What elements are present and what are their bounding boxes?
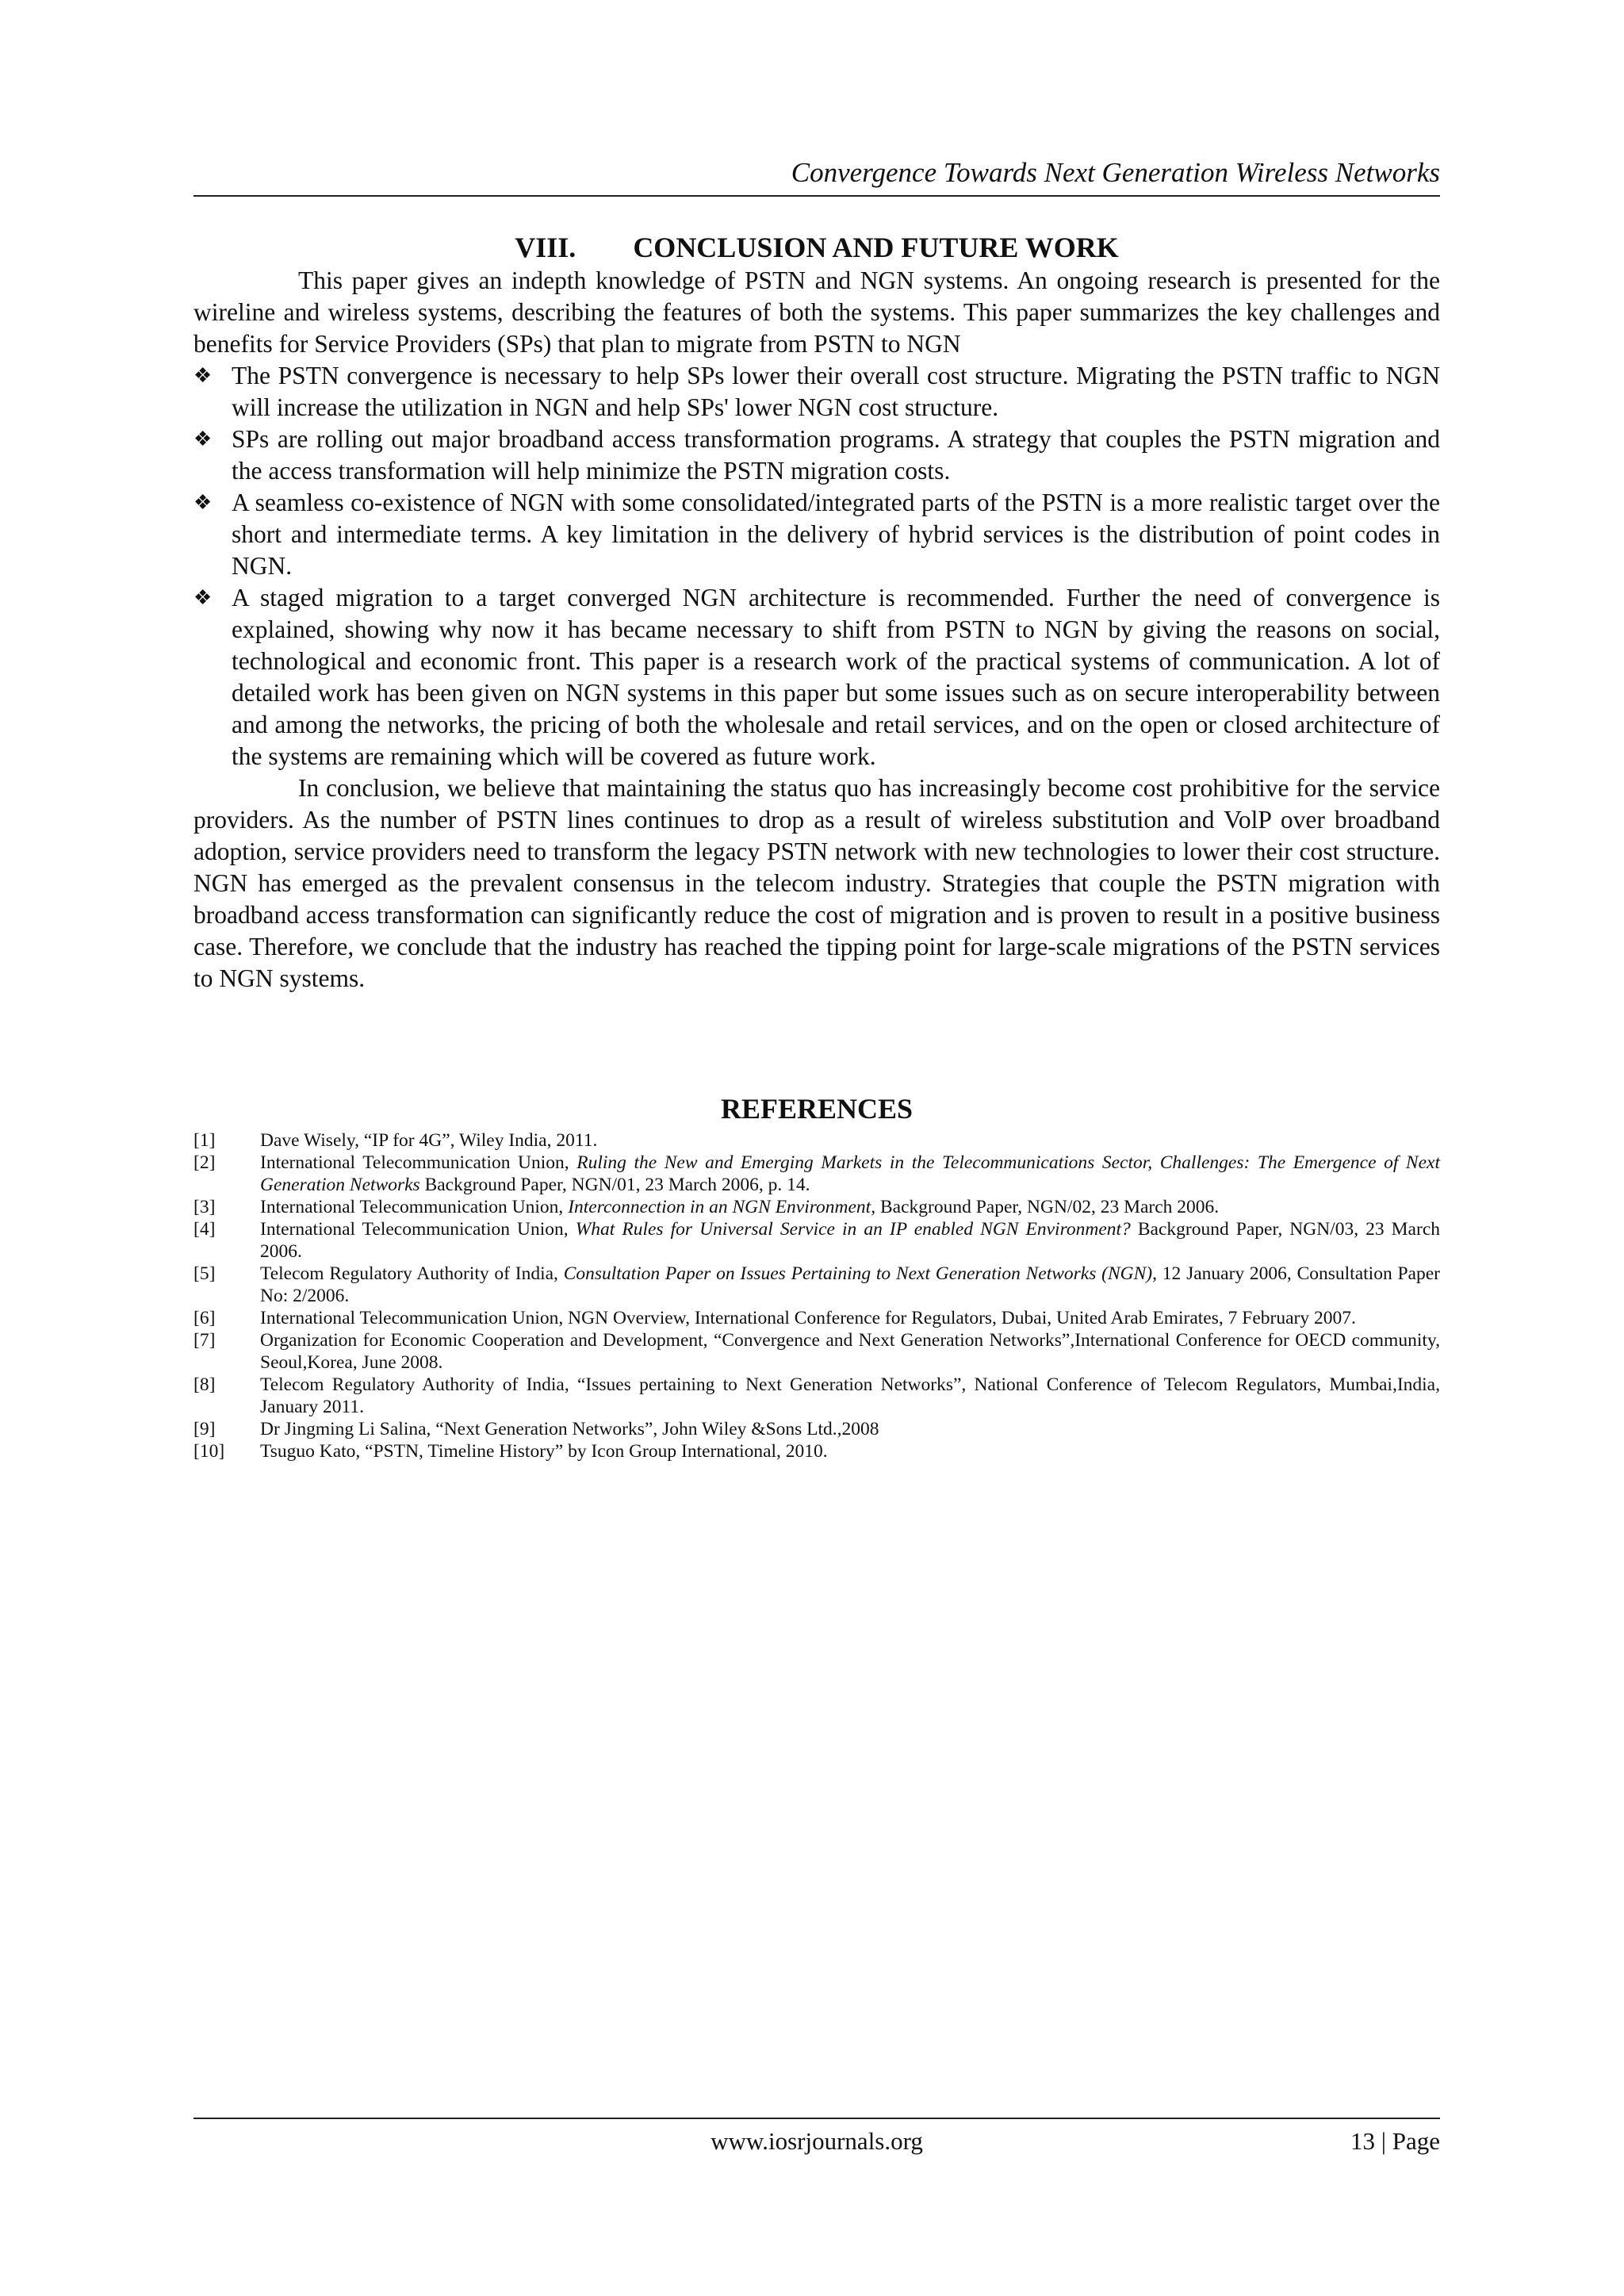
reference-number: [10] [193,1441,225,1462]
reference-item [193,1418,1440,1440]
intro-paragraph: This paper gives an indepth knowledge of PSTN and NGN systems. An ongoing research is presented for the wireline and wireless systems, describing the features of both the systems. This paper summarizes the key challenges and benefits for Service Providers (SPs) that plan to migrate from PSTN to NGN [193,266,1440,358]
conclusion-paragraph: In conclusion, we believe that maintaining the status quo has increasingly become cost prohibitive for the service providers. As the number of PSTN lines continues to drop as a result of wireless substitution and VolP over broadband adoption, service providers need to transform the legacy PSTN network with new technologies to lower their cost structure. NGN has emerged as the prevalent consensus in the telecom industry. Strategies that couple the PSTN migration with broadband access transformation can significantly reduce the cost of migration and is proven to result in a positive business case. Therefore, we conclude that the industry has reached the tipping point for large-scale migrations of the PSTN services to NGN systems. [193,774,1440,992]
diamond-bullet-icon: ❖ [193,491,213,514]
diamond-bullet-icon: ❖ [193,586,213,609]
reference-item [193,1152,1440,1196]
reference-text: Tsuguo Kato, “PSTN, Timeline History” by Icon Group International, 2010. [260,1441,828,1462]
running-header: Convergence Towards Next Generation Wireless Networks [791,157,1440,188]
reference-text: Telecom Regulatory Authority of India, [260,1263,564,1284]
reference-number: [7] [193,1330,216,1351]
diamond-bullet-icon: ❖ [193,427,213,450]
reference-item [193,1218,1440,1263]
reference-item [193,1440,1440,1462]
reference-details: Background Paper, NGN/02, 23 March 2006. [875,1197,1220,1217]
bullet-text: The PSTN convergence is necessary to help SPs lower their overall cost structure. Migrating the PSTN traffic to NGN will increase the utilization in NGN and help SPs' lower NGN cost structure. [232,362,1440,421]
reference-title: Interconnection in an NGN Environment, [568,1197,876,1217]
bullet-item [193,360,1440,424]
reference-text: International Telecommunication Union, [260,1197,569,1217]
diamond-bullet-icon: ❖ [193,364,213,387]
reference-item [193,1129,1440,1152]
reference-text: International Telecommunication Union, [260,1152,577,1173]
footer-url: www.iosrjournals.org [710,2127,923,2155]
section-body [193,265,1440,995]
reference-title: Ruling the New and Emerging Markets in the Telecommunications Sector, Challenges: The Emergence of Next Generation Networks [260,1152,1440,1195]
reference-item [193,1196,1440,1218]
section-number: VIII. [515,232,576,263]
reference-text: International Telecommunication Union, [260,1219,576,1240]
reference-text: Telecom Regulatory Authority of India, “Issues pertaining to Next Generation Networks”, National Conference of Telecom Regulators, Mumbai,India, January 2011. [260,1374,1440,1417]
reference-item [193,1329,1440,1374]
reference-item [193,1374,1440,1418]
bullet-item [193,487,1440,582]
reference-number: [9] [193,1419,216,1439]
reference-text: Dr Jingming Li Salina, “Next Generation Networks”, John Wiley &Sons Ltd.,2008 [260,1419,879,1439]
reference-title: Consultation Paper on Issues Pertaining to Next Generation Networks (NGN) [563,1263,1153,1284]
reference-text: International Telecommunication Union, NGN Overview, International Conference for Regulators, Dubai, United Arab Emirates, 7 February 2007. [260,1308,1356,1328]
reference-item [193,1307,1440,1329]
reference-number: [1] [193,1130,216,1151]
reference-text: Dave Wisely, “IP for 4G”, Wiley India, 2011. [260,1130,598,1151]
header-rule [193,195,1440,197]
references-list [193,1129,1440,1462]
reference-number: [3] [193,1197,216,1217]
reference-details: , 12 January 2006, Consultation Paper No: 2/2006. [260,1263,1440,1306]
footer-rule [193,2118,1440,2119]
references-heading: REFERENCES [720,1093,914,1125]
reference-number: [2] [193,1152,216,1173]
bullet-text: A staged migration to a target converged NGN architecture is recommended. Further the need of convergence is explained, showing why now it has became necessary to shift from PSTN to NGN by giving the reasons on social, technological and economic front. This paper is a research work of the practical systems of communication. A lot of detailed work has been given on NGN systems in this paper but some issues such as on secure interoperability between and among the networks, the pricing of both the wholesale and retail services, and on the open or closed architecture of the systems are remaining which will be covered as future work. [232,584,1440,770]
section-title: CONCLUSION AND FUTURE WORK [633,232,1119,263]
reference-number: [5] [193,1263,216,1284]
reference-title: What Rules for Universal Service in an IP enabled NGN Environment? [575,1219,1131,1240]
reference-details: Background Paper, NGN/01, 23 March 2006, p. 14. [419,1175,810,1195]
bullet-item [193,582,1440,772]
bullet-text: SPs are rolling out major broadband access transformation programs. A strategy that couples the PSTN migration and the access transformation will help minimize the PSTN migration costs. [232,425,1440,485]
page-number: 13 | Page [1350,2127,1440,2155]
reference-item [193,1263,1440,1307]
reference-details: Background Paper, NGN/03, 23 March 2006. [260,1219,1440,1262]
reference-number: [6] [193,1308,216,1328]
reference-number: [4] [193,1219,216,1240]
reference-text: Organization for Economic Cooperation and Development, “Convergence and Next Generation Networks”,International Conference for OECD community, Seoul,Korea, June 2008. [260,1330,1440,1373]
bullet-item [193,424,1440,487]
bullet-text: A seamless co-existence of NGN with some consolidated/integrated parts of the PSTN is a more realistic target over the short and intermediate terms. A key limitation in the delivery of hybrid services is the distribution of point codes in NGN. [232,489,1440,580]
reference-number: [8] [193,1374,216,1395]
section-heading [193,230,1440,265]
bullet-list [193,360,1440,772]
